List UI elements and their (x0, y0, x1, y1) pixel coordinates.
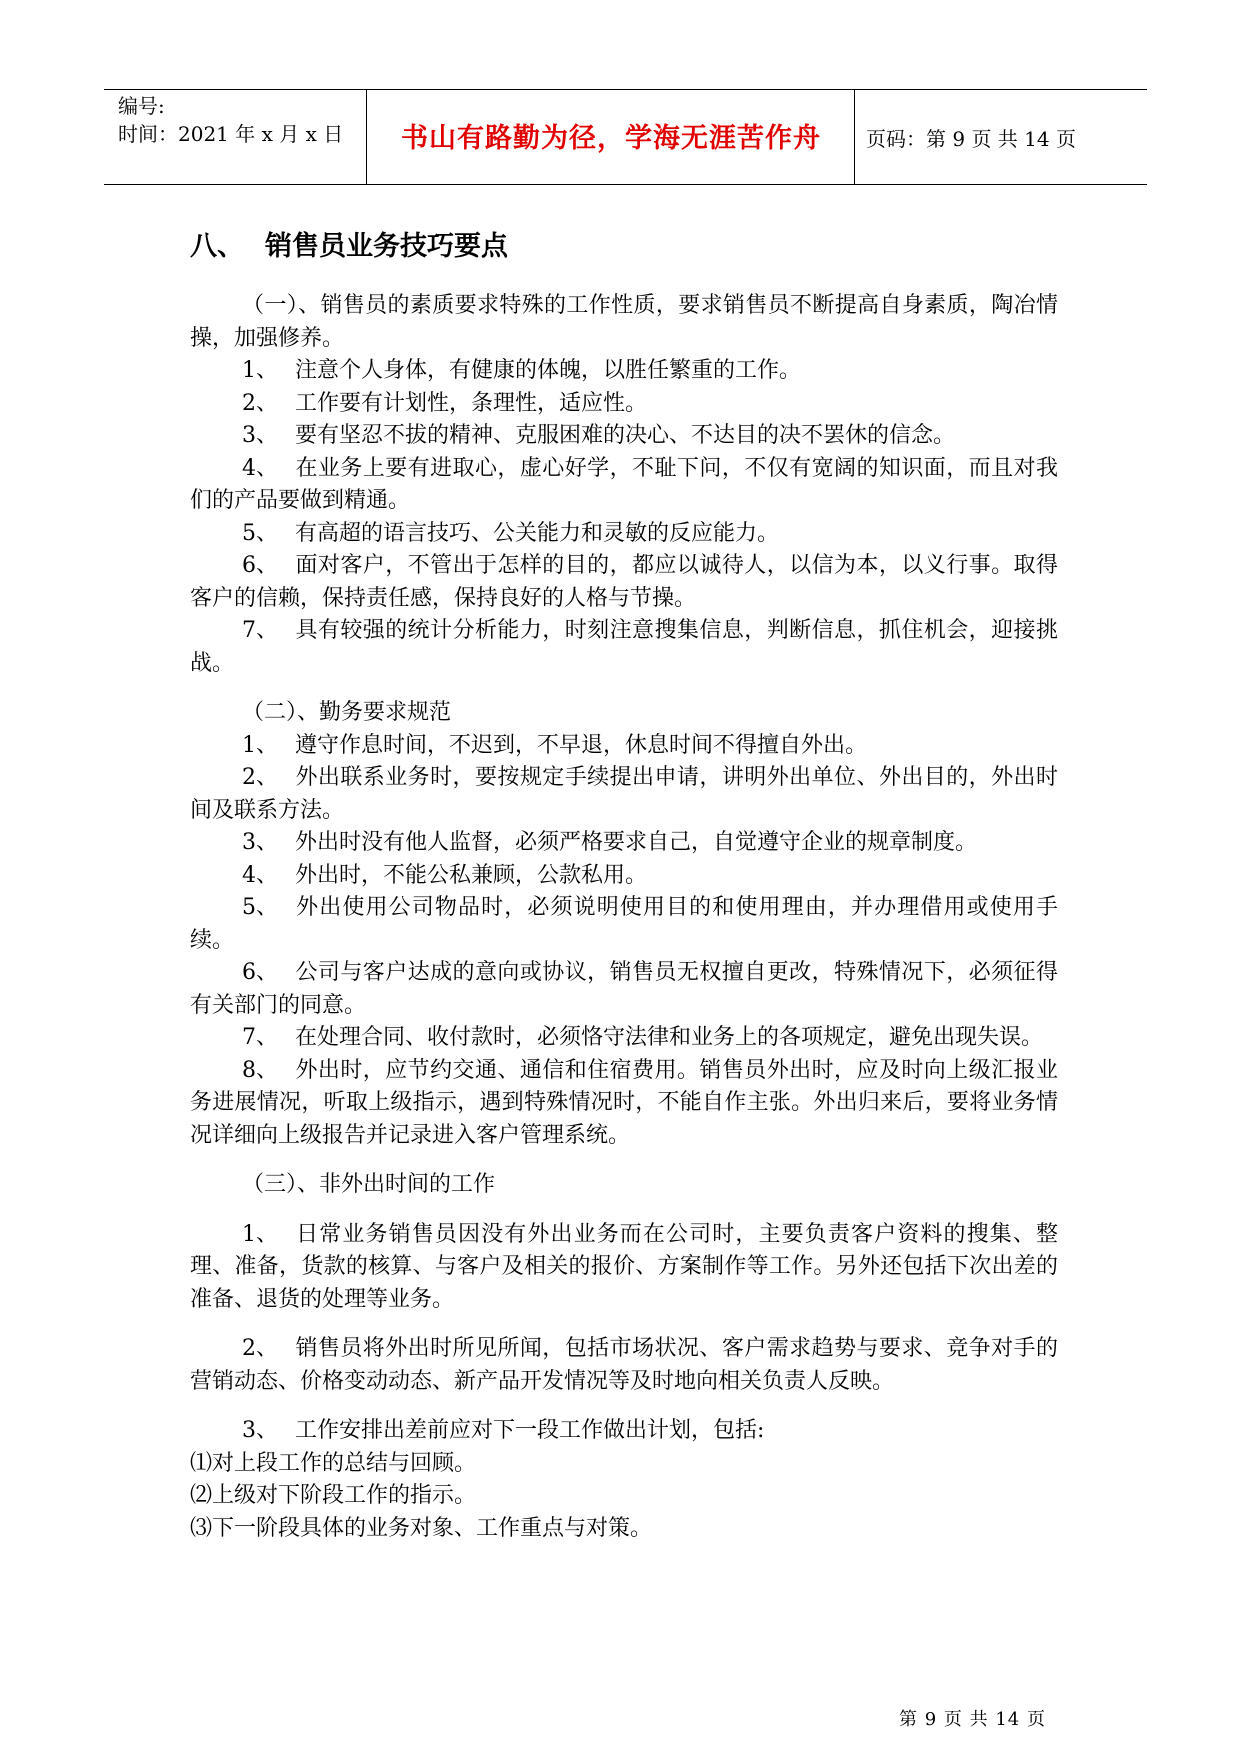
list-item-text: 外出时没有他人监督，必须严格要求自己，自觉遵守企业的规章制度。 (295, 830, 978, 855)
header-motto: 书山有路勤为径，学海无涯苦作舟 (401, 123, 821, 154)
list-item-text: 工作安排出差前应对下一段工作做出计划，包括: (295, 1418, 765, 1443)
header-divider (854, 90, 855, 184)
list-item-text: 日常业务销售员因没有外出业务而在公司时，主要负责客户资料的搜集、整理、准备，货款的核算、与客户及相关的报价、方案制作等工作。另外还包括下次出差的准备、退货的处理等业务。 (190, 1221, 1058, 1312)
list-item (190, 453, 1058, 518)
document-time-label: 时间：2021 年 x 月 x 日 (118, 122, 344, 146)
list-item (190, 550, 1058, 615)
list-item (190, 1055, 1058, 1153)
list-item-number: 2、 (242, 1336, 278, 1361)
list-item-text: 外出使用公司物品时，必须说明使用目的和使用理由，并办理借用或使用手续。 (190, 895, 1058, 953)
list-item-text: 在业务上要有进取心，虚心好学，不耻下问，不仅有宽阔的知识面，而且对我们的产品要做到精通。 (190, 455, 1058, 513)
list-item (190, 388, 1058, 421)
list-item-number: 2、 (242, 390, 278, 416)
list-item (190, 892, 1058, 957)
list-item-number: 3、 (242, 423, 278, 448)
list-item (190, 518, 1058, 551)
header-page-number: 页码：第 9 页 共 14 页 (866, 127, 1076, 151)
list-item-number: 3、 (242, 830, 278, 855)
part3-intro: （三）、非外出时间的工作 (242, 1172, 496, 1197)
list-item (190, 957, 1058, 1022)
sub-list-item: ⑵上级对下阶段工作的指示。 (190, 1483, 477, 1508)
section-title: 销售员业务技巧要点 (265, 231, 508, 262)
page-footer: 第 9 页 共 14 页 (899, 1709, 1046, 1730)
section-number: 八、 (190, 231, 244, 262)
list-item-number: 2、 (242, 765, 278, 790)
list-item (190, 827, 1058, 860)
list-item-text: 外出时，应节约交通、通信和住宿费用。销售员外出时，应及时向上级汇报业务进展情况，听取上级指示，遇到特殊情况时，不能自作主张。外出归来后，要将业务情况详细向上级报告并记录进入客户管理系统。 (190, 1057, 1058, 1148)
list-item-text: 销售员将外出时所见所闻，包括市场状况、客户需求趋势与要求、竞争对手的营销动态、价格变动动态、新产品开发情况等及时地向相关负责人反映。 (190, 1336, 1058, 1394)
list-item-number: 1、 (242, 358, 278, 383)
list-item (190, 1415, 1058, 1448)
list-item-text: 工作要有计划性，条理性，适应性。 (295, 390, 648, 416)
list-item (190, 1333, 1058, 1398)
list-item-text: 外出联系业务时，要按规定手续提出申请，讲明外出单位、外出目的，外出时间及联系方法。 (190, 765, 1058, 823)
list-item-text: 具有较强的统计分析能力，时刻注意搜集信息，判断信息，抓住机会，迎接挑战。 (190, 618, 1058, 676)
part2-intro: （二）、勤务要求规范 (242, 700, 452, 725)
list-item-number: 7、 (242, 1025, 278, 1050)
sub-list-item: ⑴对上段工作的总结与回顾。 (190, 1450, 477, 1476)
list-item-number: 6、 (242, 960, 278, 985)
list-item (190, 355, 1058, 388)
list-item (190, 1219, 1058, 1317)
list-item (190, 762, 1058, 827)
list-item-text: 面对客户，不管出于怎样的目的，都应以诚待人，以信为本，以义行事。取得客户的信赖，保持责任感，保持良好的人格与节操。 (190, 553, 1058, 611)
list-item-text: 注意个人身体，有健康的体魄，以胜任繁重的工作。 (295, 358, 802, 383)
list-item-text: 要有坚忍不拔的精神、克服困难的决心、不达目的决不罢休的信念。 (295, 423, 956, 448)
list-item-number: 4、 (242, 455, 278, 481)
list-item-text: 公司与客户达成的意向或协议，销售员无权擅自更改，特殊情况下，必须征得有关部门的同意。 (190, 960, 1058, 1018)
list-item (190, 615, 1058, 680)
section-heading (190, 224, 508, 263)
document-body (190, 290, 1058, 1545)
list-item-number: 8、 (242, 1057, 278, 1083)
part1-intro: （一）、销售员的素质要求特殊的工作性质，要求销售员不断提高自身素质，陶冶情操，加强修养。 (190, 293, 1058, 351)
list-item (190, 420, 1058, 453)
page-header (104, 89, 1147, 185)
list-item (190, 1022, 1058, 1055)
list-item-number: 5、 (242, 520, 278, 546)
list-item-number: 1、 (242, 1221, 278, 1247)
document-number-label: 编号: (118, 94, 165, 118)
header-meta (118, 92, 343, 148)
list-item-number: 4、 (242, 862, 278, 888)
list-item-number: 5、 (242, 895, 278, 920)
list-item-text: 有高超的语言技巧、公关能力和灵敏的反应能力。 (295, 520, 780, 546)
list-item-text: 在处理合同、收付款时，必须恪守法律和业务上的各项规定，避免出现失误。 (295, 1025, 1044, 1050)
list-item-number: 7、 (242, 618, 278, 643)
list-item-number: 1、 (242, 732, 278, 758)
sub-list-item: ⑶下一阶段具体的业务对象、工作重点与对策。 (190, 1515, 653, 1541)
list-item (190, 860, 1058, 893)
list-item-number: 3、 (242, 1418, 278, 1443)
list-item-text: 外出时，不能公私兼顾，公款私用。 (295, 862, 648, 888)
header-divider (366, 90, 367, 184)
list-item (190, 730, 1058, 763)
list-item-text: 遵守作息时间，不迟到，不早退，休息时间不得擅自外出。 (295, 732, 868, 758)
list-item-number: 6、 (242, 553, 278, 578)
